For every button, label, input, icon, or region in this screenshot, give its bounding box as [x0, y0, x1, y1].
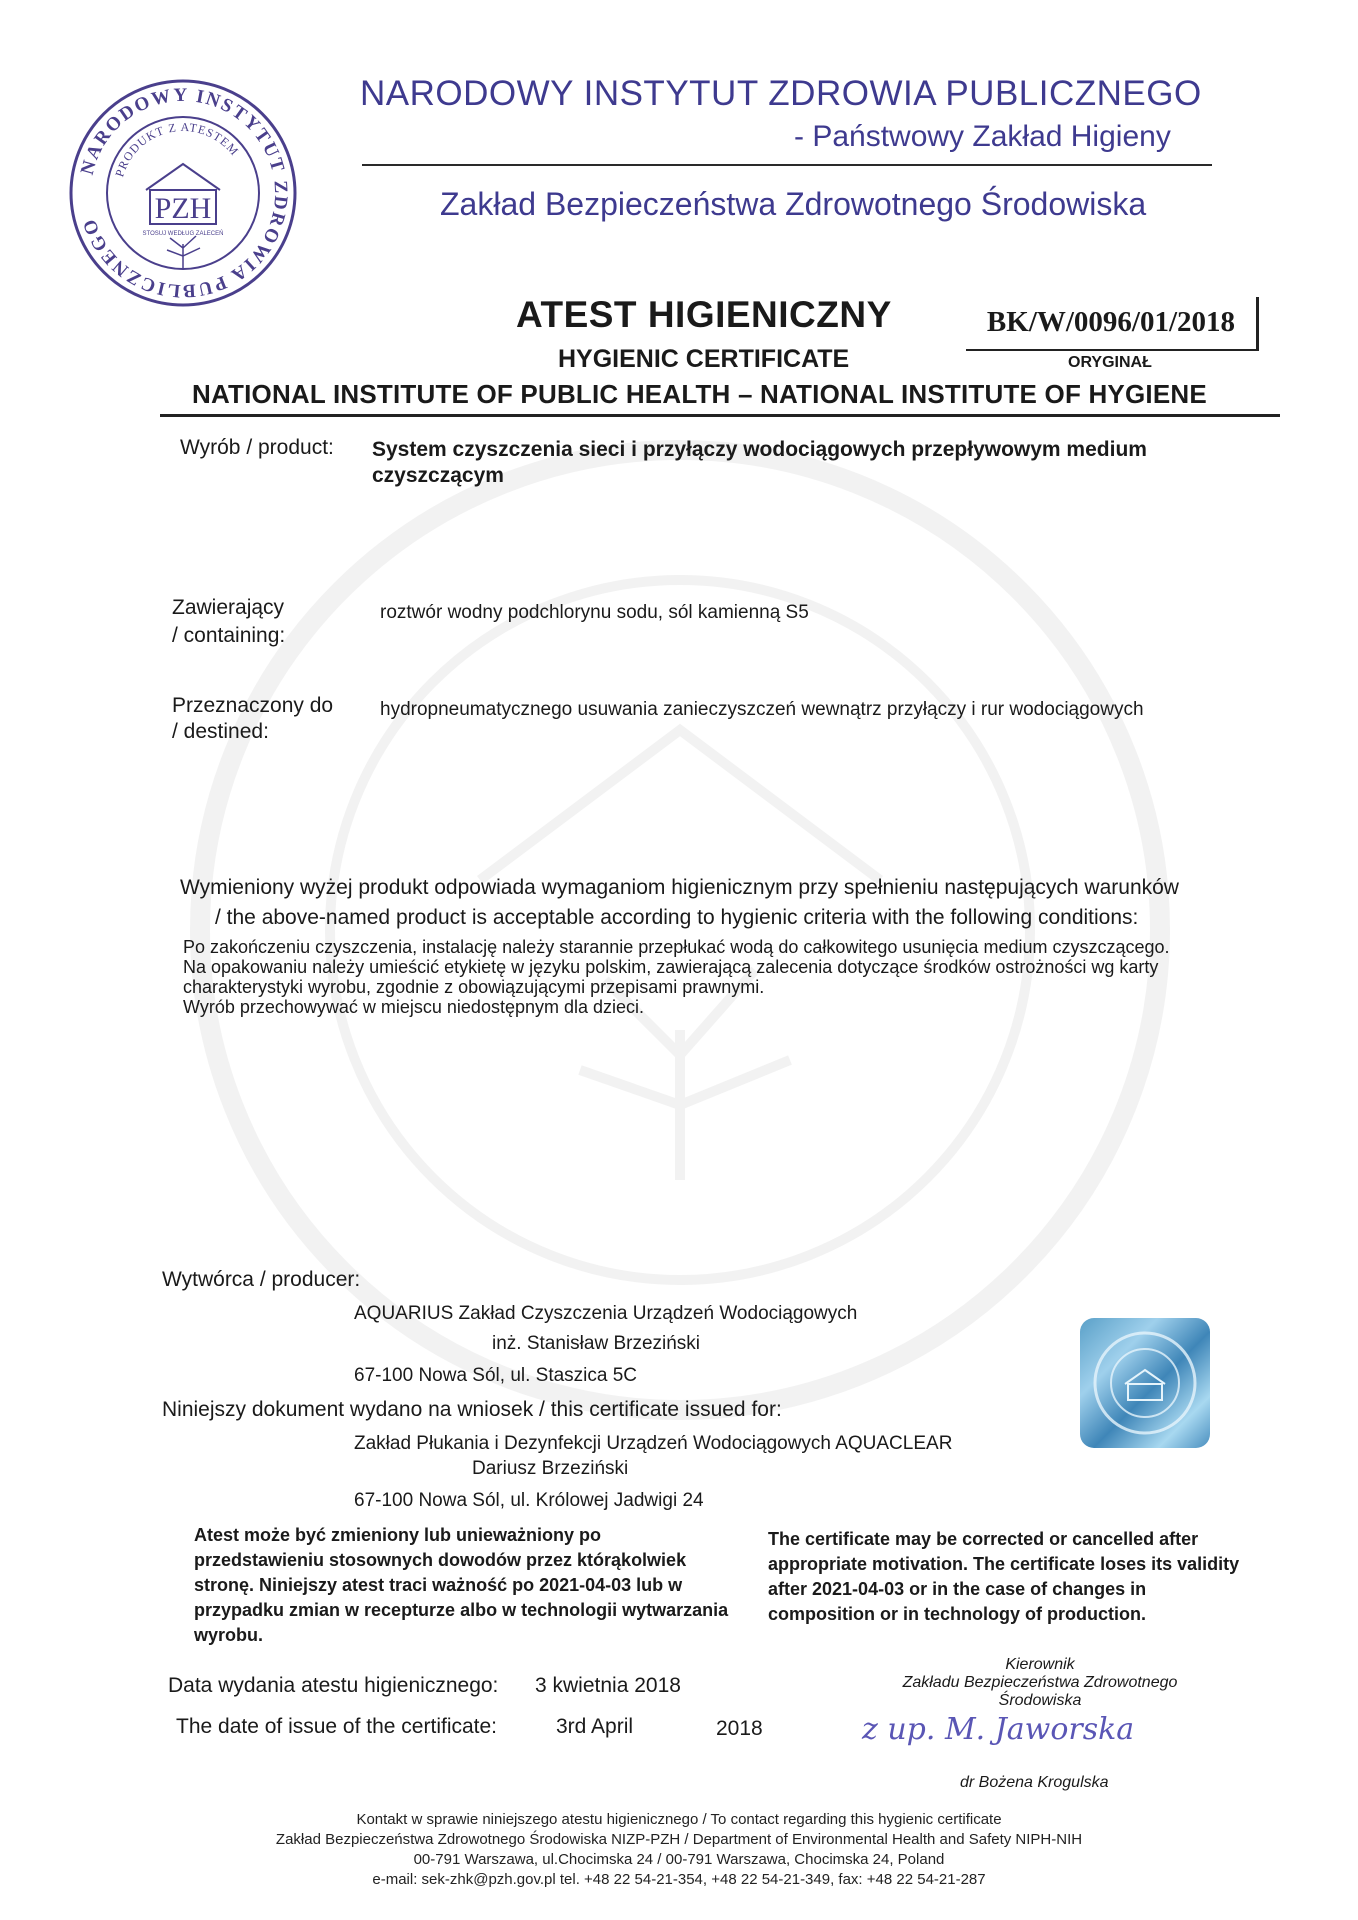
- conditions-heading-pl: Wymieniony wyżej produkt odpowiada wymaganiom higienicznym przy spełnieniu następujących warunków: [180, 876, 1179, 899]
- condition-item: Wyrób przechowywać w miejscu niedostępnym dla dzieci.: [183, 997, 645, 1017]
- signatory-title-line: Kierownik: [1005, 1656, 1075, 1673]
- issued-for-person: Dariusz Brzeziński: [472, 1458, 629, 1479]
- signatory-title: [880, 1656, 1200, 1710]
- issue-date-value-en-year: 2018: [716, 1717, 763, 1740]
- certificate-number: BK/W/0096/01/2018: [966, 297, 1259, 351]
- institute-seal: [68, 78, 298, 308]
- seal-outer-text: NARODOWY INSTYTUT ZDROWIA PUBLICZNEGO: [76, 84, 292, 302]
- issue-date-value-en-day: 3rd April: [556, 1715, 634, 1738]
- product-value: System czyszczenia sieci i przyłączy wodociągowych przepływowym medium czyszczącym: [372, 438, 1147, 487]
- seal-small-text: STOSUJ WEDŁUG ZALECEŃ: [142, 231, 224, 237]
- signatory-title-line: Środowiska: [998, 1692, 1082, 1709]
- validity-note-pl: Atest może być zmieniony lub unieważniony po przedstawieniu stosownych dowodów przez którąkolwiek stronę. Niniejszy atest traci ważność po 2021-04-03 lub w przypadku zmian w recepturze albo w technologii wytwarzania wyrobu.: [194, 1525, 729, 1645]
- containing-label-en: / containing:: [172, 624, 286, 647]
- producer-label: Wytwórca / producer:: [162, 1268, 361, 1291]
- footer-line: 00-791 Warszawa, ul.Chocimska 24 / 00-791 Warszawa, Chocimska 24, Poland: [413, 1851, 945, 1868]
- conditions-list: [183, 937, 1273, 1017]
- issued-for-label: Niniejszy dokument wydano na wniosek / this certificate issued for:: [162, 1398, 782, 1421]
- issue-date-value-pl: 3 kwietnia 2018: [535, 1674, 681, 1697]
- title-divider: [160, 414, 1280, 417]
- footer-line: e-mail: sek-zhk@pzh.gov.pl tel. +48 22 54-21-354, +48 22 54-21-349, fax: +48 22 54-21-287: [372, 1871, 986, 1888]
- condition-item: Na opakowaniu należy umieścić etykietę w języku polskim, zawierającą zalecenia dotyczące środków ostrożności wg karty charakterystyki wyrobu, zgodnie z obowiązującymi przepisami prawnymi.: [183, 957, 1159, 997]
- footer-line: Kontakt w sprawie niniejszego atestu higienicznego / To contact regarding this hygienic certificate: [356, 1811, 1002, 1828]
- institute-name-en: NATIONAL INSTITUTE OF PUBLIC HEALTH – NATIONAL INSTITUTE OF HYGIENE: [192, 379, 1207, 409]
- seal-center-text: PZH: [154, 192, 212, 225]
- issue-date-label-pl: Data wydania atestu higienicznego:: [168, 1674, 499, 1697]
- destined-value: hydropneumatycznego usuwania zanieczyszczeń wewnątrz przyłączy i rur wodociągowych: [380, 699, 1144, 720]
- product-label: Wyrób / product:: [180, 436, 334, 459]
- validity-note-en: The certificate may be corrected or cancelled after appropriate motivation. The certificate loses its validity after 2021-04-03 or in the case of changes in composition or in technology of production.: [768, 1529, 1240, 1624]
- signatory-name: dr Bożena Krogulska: [960, 1774, 1109, 1791]
- certificate-title-en: HYGIENIC CERTIFICATE: [558, 345, 850, 373]
- issued-for-address: 67-100 Nowa Sól, ul. Królowej Jadwigi 24: [354, 1490, 704, 1511]
- original-mark: ORYGINAŁ: [1068, 354, 1152, 371]
- conditions-heading: [180, 873, 1290, 933]
- hologram-icon: [1080, 1318, 1210, 1448]
- handwritten-signature: z up. M. Jaworska: [862, 1712, 1135, 1747]
- institute-name: NARODOWY INSTYTUT ZDROWIA PUBLICZNEGO: [360, 74, 1202, 113]
- department-name: Zakład Bezpieczeństwa Zdrowotnego Środowiska: [440, 186, 1147, 222]
- issued-for-name: Zakład Płukania i Dezynfekcji Urządzeń Wodociągowych AQUACLEAR: [354, 1433, 953, 1454]
- footer: [0, 1810, 1358, 1890]
- destined-label-en: / destined:: [172, 720, 269, 743]
- containing-label: Zawierający: [172, 596, 285, 619]
- conditions-heading-en: / the above-named product is acceptable according to hygienic criteria with the following conditions:: [215, 906, 1139, 929]
- containing-value: roztwór wodny podchlorynu sodu, sól kamienną S5: [380, 602, 809, 623]
- footer-line: Zakład Bezpieczeństwa Zdrowotnego Środowiska NIZP-PZH / Department of Environmental Health and Safety NIPH-NIH: [275, 1831, 1083, 1848]
- institute-subtitle: - Państwowy Zakład Higieny: [794, 120, 1171, 153]
- seal-inner-text: PRODUKT Z ATESTEM: [112, 119, 242, 179]
- producer-person: inż. Stanisław Brzeziński: [492, 1333, 701, 1354]
- producer-address: 67-100 Nowa Sól, ul. Staszica 5C: [354, 1365, 638, 1386]
- issue-date-label-en: The date of issue of the certificate:: [176, 1715, 498, 1738]
- condition-item: Po zakończeniu czyszczenia, instalację należy starannie przepłukać wodą do całkowitego usunięcia medium czyszczącego.: [183, 937, 1170, 957]
- header-divider: [362, 164, 1212, 166]
- destined-label: Przeznaczony do: [172, 694, 334, 717]
- signatory-title-line: Zakładu Bezpieczeństwa Zdrowotnego: [902, 1674, 1178, 1691]
- hologram-seal: [1080, 1318, 1210, 1448]
- certificate-title-pl: ATEST HIGIENICZNY: [516, 294, 892, 335]
- producer-name: AQUARIUS Zakład Czyszczenia Urządzeń Wodociągowych: [354, 1303, 858, 1324]
